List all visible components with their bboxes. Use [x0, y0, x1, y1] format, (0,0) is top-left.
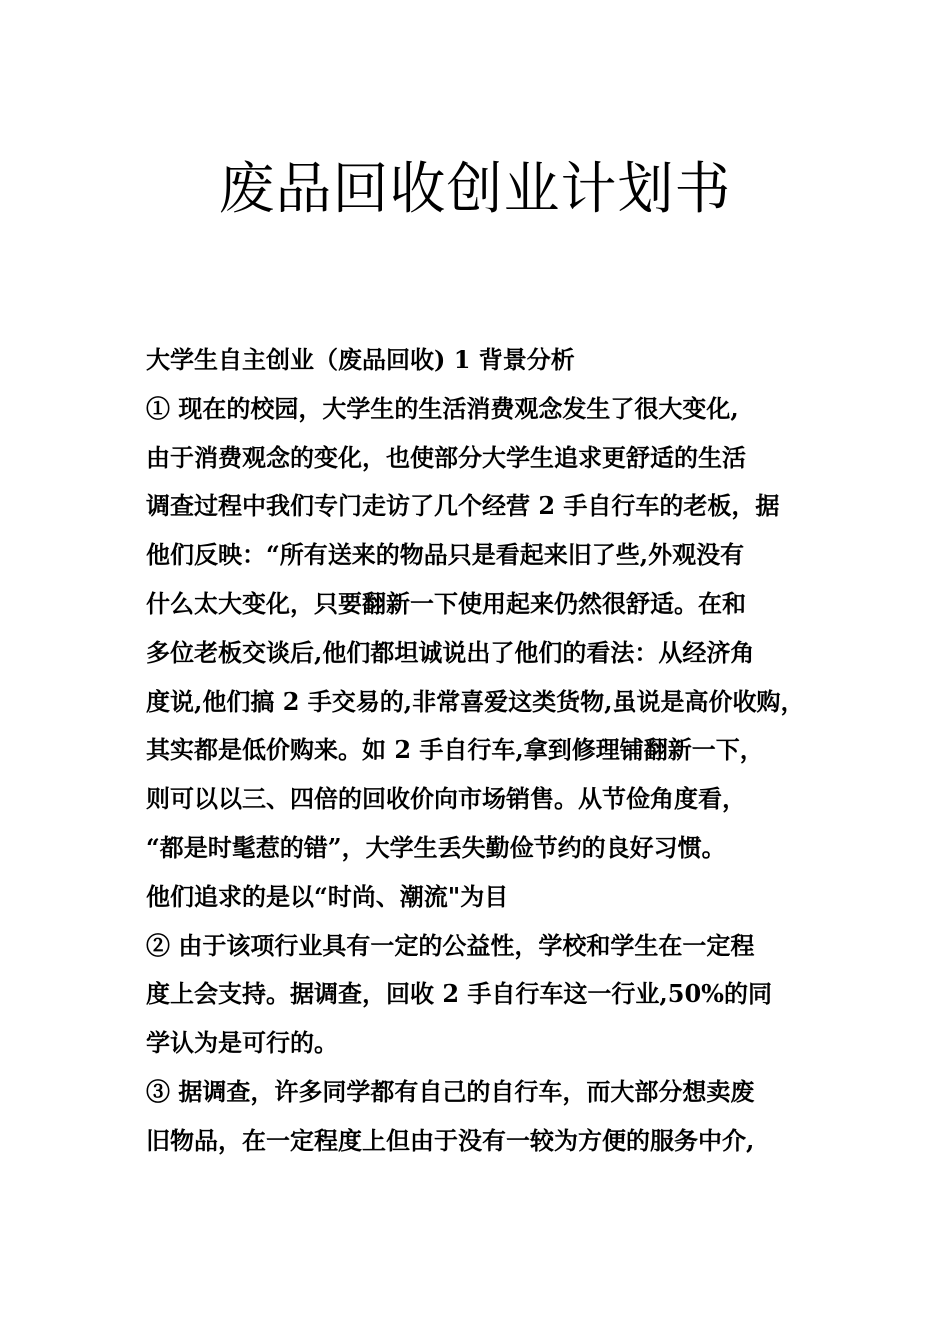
paragraph-line: 调查过程中我们专门走访了几个经营 2 手自行车的老板，据 — [146, 491, 780, 521]
paragraph-line: 什么太大变化，只要翻新一下使用起来仍然很舒适。在和 — [146, 588, 746, 618]
paragraph-line: 由于消费观念的变化，也使部分大学生追求更舒适的生活 — [146, 442, 746, 472]
paragraph-line: 旧物品，在一定程度上但由于没有一较为方便的服务中介, — [146, 1125, 755, 1155]
section-heading: 大学生自主创业（废品回收) 1 背景分析 — [146, 345, 575, 374]
paragraph-line: 则可以以三、四倍的回收价向市场销售。从节俭角度看， — [146, 784, 746, 814]
paragraph-line: ② 由于该项行业具有一定的公益性，学校和学生在一定程 — [146, 930, 755, 960]
document-title: 废品回收创业计划书 — [218, 157, 732, 222]
paragraph-line: ③ 据调查，许多同学都有自己的自行车，而大部分想卖废 — [146, 1076, 755, 1106]
document-body — [146, 336, 836, 1166]
paragraph-line: 他们反映：“所有送来的物品只是看起来旧了些,外观没有 — [146, 540, 745, 570]
paragraph-line: 多位老板交谈后,他们都坦诚说出了他们的看法：从经济角 — [146, 637, 755, 667]
paragraph-line: 其实都是低价购来。如 2 手自行车,拿到修理铺翻新一下， — [146, 735, 764, 765]
paragraph-line: “都是时髦惹的错”，大学生丢失勤俭节约的良好习惯。 — [146, 832, 726, 862]
paragraph-line: 他们追求的是以“时尚、潮流"为目 — [146, 881, 509, 911]
paragraph-line: ① 现在的校园，大学生的生活消费观念发生了很大变化, — [146, 393, 739, 423]
paragraph-line: 度上会支持。据调查，回收 2 手自行车这一行业,50%的同 — [146, 979, 772, 1009]
paragraph-line: 度说,他们搞 2 手交易的,非常喜爱这类货物,虽说是高价收购， — [146, 686, 805, 716]
paragraph-line: 学认为是可行的。 — [146, 1028, 338, 1058]
